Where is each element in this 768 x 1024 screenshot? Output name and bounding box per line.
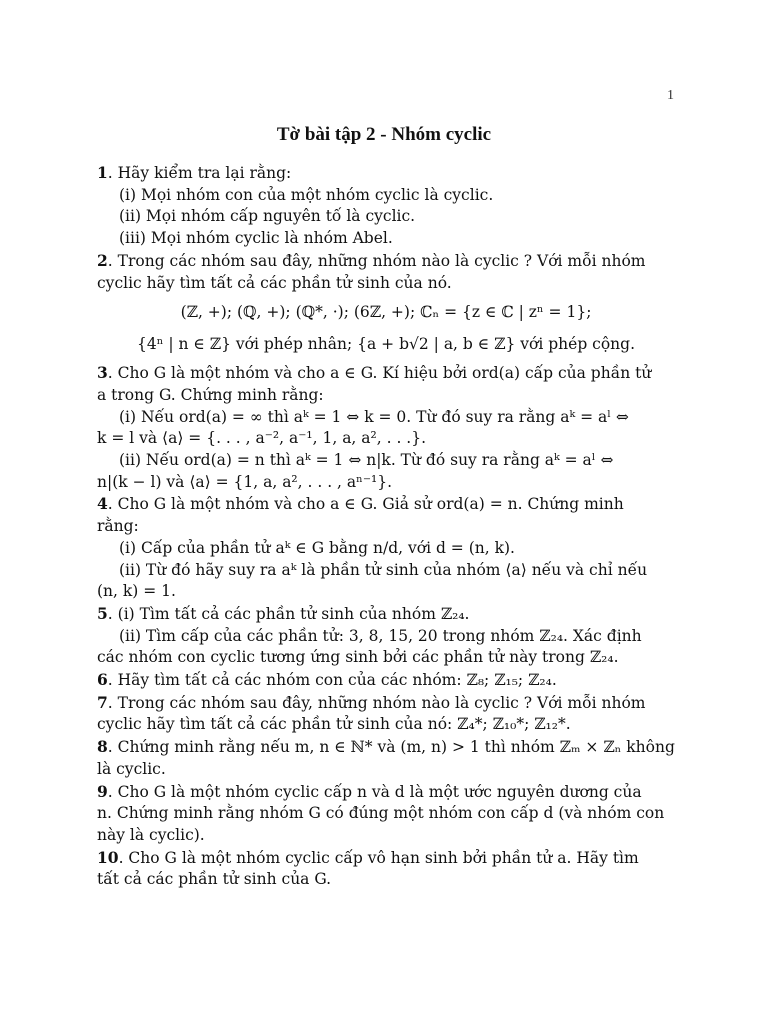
exercise-number: 8 bbox=[97, 737, 108, 757]
text-line: 10. Cho G là một nhóm cyclic cấp vô hạn sinh bởi phần tử a. Hãy tìm bbox=[97, 847, 639, 867]
display-formula: (ℤ, +); (ℚ, +); (ℚ*, ·); (6ℤ, +); ℂₙ = {z ∈ ℂ | zⁿ = 1}; bbox=[180, 303, 592, 322]
text-line: 4. Cho G là một nhóm và cho a ∈ G. Giả sử ord(a) = n. Chứng minh bbox=[97, 494, 624, 514]
text-line: 8. Chứng minh rằng nếu m, n ∈ ℕ* và (m, n) > 1 thì nhóm ℤₘ × ℤₙ không bbox=[97, 737, 675, 757]
text-line: (ii) Mọi nhóm cấp nguyên tố là cyclic. bbox=[119, 207, 416, 226]
exercise-number: 10 bbox=[97, 847, 119, 867]
text-line: tất cả các phần tử sinh của G. bbox=[97, 870, 332, 889]
exercise-number: 1 bbox=[97, 163, 108, 182]
text-line: (i) Cấp của phần tử aᵏ ∈ G bằng n/d, với d = (n, k). bbox=[119, 538, 515, 557]
text-line: 3. Cho G là một nhóm và cho a ∈ G. Kí hiệu bởi ord(a) cấp của phần tử bbox=[97, 363, 652, 383]
text-line: (n, k) = 1. bbox=[97, 582, 176, 601]
text-line: (ii) Từ đó hãy suy ra aᵏ là phần tử sinh của nhóm ⟨a⟩ nếu và chỉ nếu bbox=[119, 560, 648, 579]
display-formula: {4ⁿ | n ∈ ℤ} với phép nhân; {a + b√2 | a, b ∈ ℤ} với phép cộng. bbox=[136, 335, 636, 354]
text-line: k = l và ⟨a⟩ = {. . . , a⁻², a⁻¹, 1, a, a², . . .}. bbox=[97, 429, 427, 448]
exercise-number: 3 bbox=[97, 363, 108, 383]
text-line: 6. Hãy tìm tất cả các nhóm con của các nhóm: ℤ₈; ℤ₁₅; ℤ₂₄. bbox=[97, 670, 557, 690]
exercise-number: 5 bbox=[97, 603, 108, 623]
text-line: (ii) Nếu ord(a) = n thì aᵏ = 1 ⇔ n|k. Từ đó suy ra rằng aᵏ = aˡ ⇔ bbox=[119, 451, 614, 470]
exercise-list bbox=[97, 162, 675, 891]
exercise-number: 4 bbox=[97, 494, 108, 514]
text-line: (i) Mọi nhóm con của một nhóm cyclic là cyclic. bbox=[119, 185, 494, 204]
exercise-number: 6 bbox=[97, 670, 108, 690]
text-line: (iii) Mọi nhóm cyclic là nhóm Abel. bbox=[119, 229, 393, 248]
text-line: các nhóm con cyclic tương ứng sinh bởi các phần tử này trong ℤ₂₄. bbox=[97, 648, 619, 667]
text-line: a trong G. Chứng minh rằng: bbox=[97, 385, 324, 404]
text-line: 7. Trong các nhóm sau đây, những nhóm nào là cyclic ? Với mỗi nhóm bbox=[97, 692, 646, 712]
text-line: cyclic hãy tìm tất cả các phần tử sinh của nó. bbox=[97, 273, 452, 292]
text-line: 5. (i) Tìm tất cả các phần tử sinh của nhóm ℤ₂₄. bbox=[97, 603, 470, 623]
text-line: này là cyclic). bbox=[97, 825, 205, 844]
text-line: 1. Hãy kiểm tra lại rằng: bbox=[97, 163, 292, 182]
text-line: n. Chứng minh rằng nhóm G có đúng một nhóm con cấp d (và nhóm con bbox=[97, 804, 665, 823]
exercise-number: 7 bbox=[97, 692, 108, 712]
text-line: n|(k − l) và ⟨a⟩ = {1, a, a², . . . , aⁿ⁻¹}. bbox=[97, 472, 393, 491]
exercise-number: 9 bbox=[97, 781, 108, 801]
text-line: là cyclic. bbox=[97, 759, 166, 778]
page-title: Tờ bài tập 2 - Nhóm cyclic bbox=[276, 124, 492, 145]
page-number: 1 bbox=[667, 88, 674, 103]
exercise-number: 2 bbox=[97, 250, 108, 270]
text-line: rằng: bbox=[97, 517, 139, 536]
text-line: (ii) Tìm cấp của các phần tử: 3, 8, 15, 20 trong nhóm ℤ₂₄. Xác định bbox=[119, 626, 642, 645]
text-line: 9. Cho G là một nhóm cyclic cấp n và d là một ước nguyên dương của bbox=[97, 781, 642, 801]
text-line: cyclic hãy tìm tất cả các phần tử sinh của nó: ℤ₄*; ℤ₁₀*; ℤ₁₂*. bbox=[97, 715, 571, 734]
text-line: 2. Trong các nhóm sau đây, những nhóm nào là cyclic ? Với mỗi nhóm bbox=[97, 250, 646, 270]
text-line: (i) Nếu ord(a) = ∞ thì aᵏ = 1 ⇔ k = 0. Từ đó suy ra rằng aᵏ = aˡ ⇔ bbox=[119, 407, 629, 426]
